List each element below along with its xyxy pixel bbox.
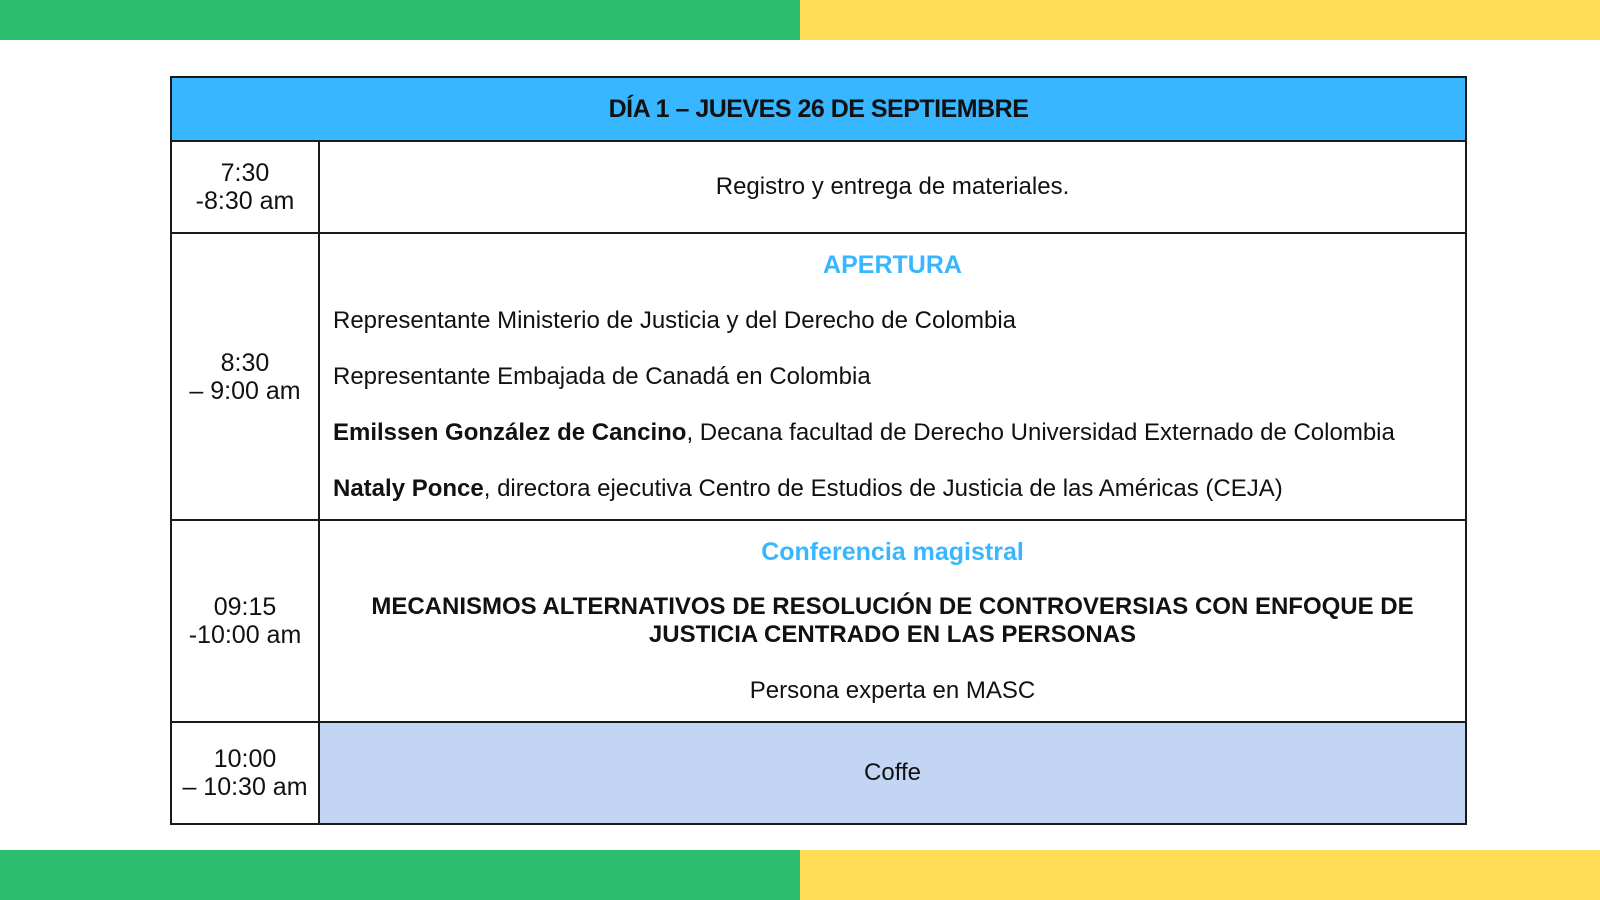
time-cell [171, 722, 319, 824]
agenda-row-keynote [171, 520, 1466, 722]
coffee-cell: Coffe [319, 722, 1466, 824]
bottom-yellow-band [800, 850, 1600, 900]
agenda-table [170, 76, 1467, 825]
speaker-name: Emilssen González de Cancino [333, 418, 687, 446]
opening-cell [319, 233, 1466, 520]
time-end: -8:30 am [195, 187, 295, 215]
time-start: 7:30 [220, 159, 270, 187]
time-end: – 10:30 am [182, 773, 308, 801]
speaker-item [333, 363, 1465, 391]
opening-speakers-list [320, 307, 1465, 503]
top-yellow-band [800, 0, 1600, 40]
time-start: 10:00 [213, 745, 277, 773]
bottom-color-bar [0, 850, 1600, 900]
speaker-item [333, 419, 1465, 447]
time-start: 8:30 [220, 348, 270, 377]
speaker-item [333, 475, 1465, 503]
speaker-name: Nataly Ponce [333, 474, 484, 502]
speaker-text: Representante Ministerio de Justicia y del Derecho de Colombia [333, 306, 1017, 334]
keynote-cell [319, 520, 1466, 722]
time-cell [171, 520, 319, 722]
time-cell [171, 233, 319, 520]
time-start: 09:15 [213, 593, 277, 621]
time-cell [171, 141, 319, 233]
day-title: DÍA 1 – JUEVES 26 DE SEPTIEMBRE [171, 77, 1466, 141]
keynote-section-title: Conferencia magistral [761, 537, 1024, 566]
agenda-row-registration [171, 141, 1466, 233]
opening-section-title: APERTURA [823, 250, 962, 279]
speaker-text: Representante Embajada de Canadá en Colombia [333, 362, 871, 390]
agenda-header-row [171, 77, 1466, 141]
top-green-band [0, 0, 800, 40]
registration-cell: Registro y entrega de materiales. [319, 141, 1466, 233]
speaker-role: , Decana facultad de Derecho Universidad Externado de Colombia [686, 418, 1395, 446]
bottom-green-band [0, 850, 800, 900]
agenda-row-coffee [171, 722, 1466, 824]
top-color-bar [0, 0, 1600, 40]
keynote-title: MECANISMOS ALTERNATIVOS DE RESOLUCIÓN DE CONTROVERSIAS CON ENFOQUE DE JUSTICIA CENTRADO EN LAS PERSONAS [371, 592, 1414, 648]
time-end: -10:00 am [188, 621, 302, 649]
agenda-row-opening [171, 233, 1466, 520]
time-end: – 9:00 am [189, 376, 301, 405]
speaker-role: , directora ejecutiva Centro de Estudios de Justicia de las Américas (CEJA) [483, 474, 1283, 502]
speaker-item [333, 307, 1465, 335]
keynote-speaker: Persona experta en MASC [749, 676, 1036, 704]
